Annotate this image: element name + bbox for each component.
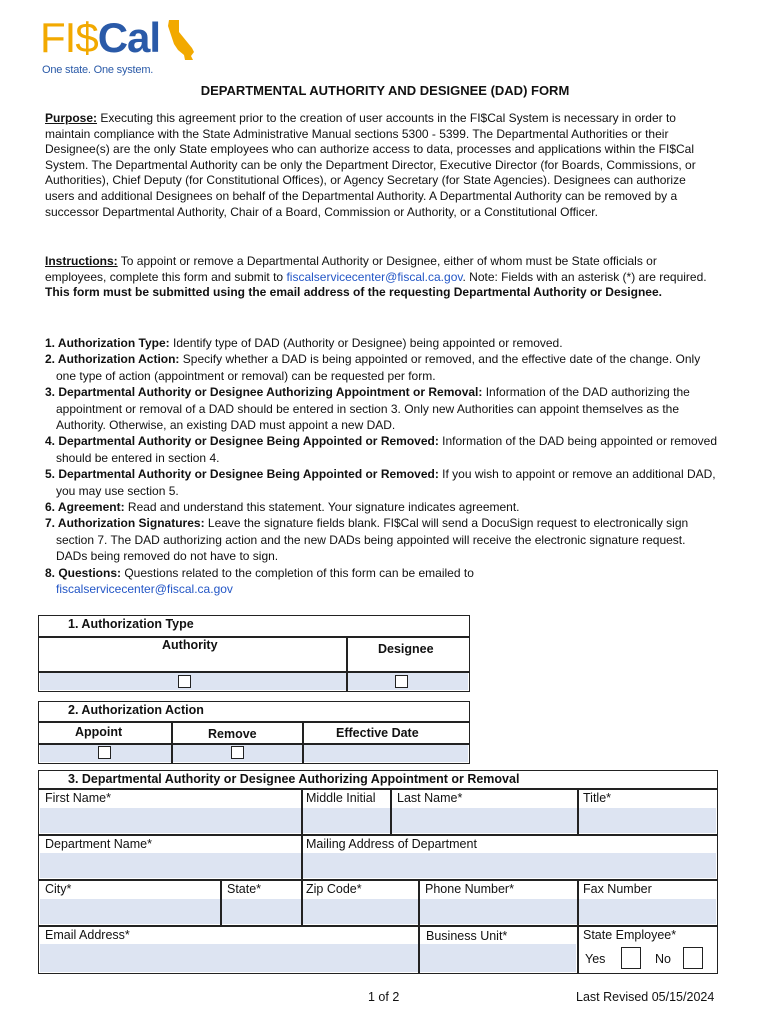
email-address-label: Email Address* — [45, 928, 130, 942]
authority-checkbox[interactable] — [178, 675, 191, 688]
step-item: 8. Questions: Questions related to the completion of this form can be emailed to fiscalservicecenter@fiscal.ca.gov — [45, 565, 474, 597]
department-name-label: Department Name* — [45, 837, 152, 851]
last-revised: Last Revised 05/15/2024 — [576, 990, 715, 1004]
instruction-steps — [45, 335, 717, 598]
california-state-icon — [166, 18, 198, 62]
last-name-label: Last Name* — [397, 791, 463, 805]
business-unit-label: Business Unit* — [426, 929, 508, 943]
first-name-label: First Name* — [45, 791, 111, 805]
purpose-heading: Purpose: — [45, 111, 98, 125]
state-employee-label: State Employee* — [583, 928, 677, 942]
instructions-heading: Instructions: — [45, 254, 118, 268]
fax-number-label: Fax Number — [583, 882, 652, 896]
address-fields-row[interactable] — [40, 899, 716, 924]
designee-label: Designee — [378, 642, 434, 656]
step-item: 7. Authorization Signatures: Leave the signature fields blank. FI$Cal will send a DocuSign request to electronically sign section 7. The DAD authorizing action and the new DADs being appointed will receive the electronic signature request. DADs being removed do not have to sign. — [45, 516, 689, 564]
state-employee-yes-checkbox[interactable] — [621, 947, 641, 969]
form-title: DEPARTMENTAL AUTHORITY AND DESIGNEE (DAD) FORM — [200, 83, 570, 98]
department-fields-row[interactable] — [40, 853, 716, 878]
remove-checkbox[interactable] — [231, 746, 244, 759]
section3-title: 3. Departmental Authority or Designee Authorizing Appointment or Removal — [68, 772, 520, 786]
effective-date-label: Effective Date — [336, 726, 419, 740]
step-item: 4. Departmental Authority or Designee Being Appointed or Removed: Information of the DAD being appointed or removed should be entered in section 4. — [45, 434, 717, 465]
no-label: No — [655, 952, 671, 966]
instructions-bold-note: This form must be submitted using the email address of the requesting Departmental Authority or Designee. — [45, 285, 662, 300]
designee-checkbox[interactable] — [395, 675, 408, 688]
section1-title: 1. Authorization Type — [68, 617, 194, 631]
state-label: State* — [227, 882, 262, 896]
step-item: 6. Agreement: Read and understand this statement. Your signature indicates agreement. — [45, 500, 520, 515]
middle-initial-label: Middle Initial — [306, 791, 376, 805]
effective-date-input[interactable] — [304, 745, 468, 762]
step-item: 1. Authorization Type: Identify type of DAD (Authority or Designee) being appointed or removed. — [45, 336, 563, 350]
phone-number-label: Phone Number* — [425, 882, 514, 896]
step-item: 5. Departmental Authority or Designee Being Appointed or Removed: If you wish to appoint or remove an additional DAD, you may use section 5. — [45, 467, 716, 498]
service-center-email-link[interactable]: fiscalservicecenter@fiscal.ca.gov — [286, 269, 463, 284]
authority-label: Authority — [162, 638, 218, 652]
logo-wordmark: FI$Cal — [40, 14, 161, 61]
instructions-paragraph: Instructions: To appoint or remove a Departmental Authority or Designee, either of whom must be State officials or employees, complete this form and submit to fiscalservicecenter@fiscal.ca.gov. Note: Fields with an asterisk (*) are required. This form must be submitted using the email address of the requesting Departmental Authority or Designee. — [45, 254, 707, 300]
appoint-checkbox[interactable] — [98, 746, 111, 759]
zip-code-label: Zip Code* — [306, 882, 362, 896]
logo-tagline: One state. One system. — [42, 64, 154, 76]
section2-title: 2. Authorization Action — [68, 703, 204, 717]
city-label: City* — [45, 882, 72, 896]
remove-label: Remove — [208, 727, 257, 741]
purpose-text: Executing this agreement prior to the creation of user accounts in the FI$Cal System is necessary in order to maintain compliance with the State Administrative Manual sections 5300 - 5399. The Departmental Authorities or their Designee(s) are the only State employees who can authorize access to data, processes and applications within the FI$Cal System. The Departmental Authority can be only the Department Director, Executive Director (for Boards, Commissions, or Authorities), Chief Deputy (for Constitutional Offices), or Agency Secretary (for State Agencies). Designees can authorize users and additional Designees on behalf of the Departmental Authority. A Departmental Authority can be removed by a successor Departmental Authority, Chair of a Board, Commission or Authority, or a Constitutional Officer. — [45, 111, 696, 219]
purpose-paragraph — [45, 111, 717, 220]
page-number: 1 of 2 — [368, 990, 400, 1004]
email-businessunit-row[interactable] — [40, 944, 576, 972]
step-item: 3. Departmental Authority or Designee Authorizing Appointment or Removal: Information of the DAD authorizing the appointment or removal of a DAD should be entered in section 3. Only new Authorities can appoint themselves as the Authority. Otherwise, an existing DAD must appoint a new DAD. — [45, 385, 690, 433]
step-item: 2. Authorization Action: Specify whether a DAD is being appointed or removed, and the effective date of the change. Only one type of action (appointment or removal) can be requested per form. — [45, 352, 701, 383]
fiscal-logo — [40, 16, 210, 78]
yes-label: Yes — [585, 952, 606, 966]
mailing-address-label: Mailing Address of Department — [306, 837, 477, 851]
questions-email-link[interactable]: fiscalservicecenter@fiscal.ca.gov — [56, 582, 233, 597]
appoint-label: Appoint — [75, 725, 123, 739]
title-label: Title* — [583, 791, 612, 805]
state-employee-no-checkbox[interactable] — [683, 947, 703, 969]
name-fields-row[interactable] — [40, 808, 716, 833]
